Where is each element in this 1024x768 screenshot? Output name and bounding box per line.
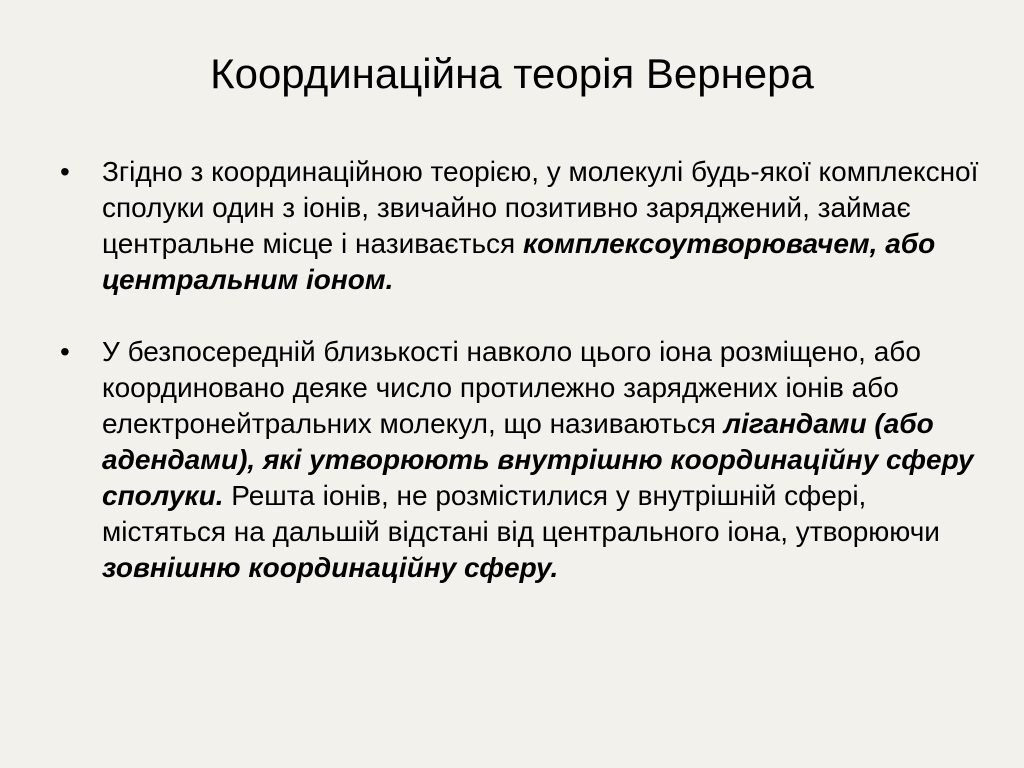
bullet-2-emphasis-2: зовнішню координаційну сферу. xyxy=(102,552,559,583)
slide-content xyxy=(60,154,990,586)
bullet-1-emphasis: комплексоутворювачем, або центральним іоном. xyxy=(102,228,936,295)
bullet-2-text-1: У безпосередній близькості навколо цього іона розміщено, або координовано деяке число протилежно заряджених іонів або електронейтральних молекул, що називаються xyxy=(102,336,921,439)
bullet-item-2 xyxy=(60,334,990,586)
bullet-marker: • xyxy=(60,336,70,367)
slide-title: Координаційна теорія Вернера xyxy=(210,50,814,97)
bullet-2-text-2: Решта іонів, не розмістилися у внутрішній сфері, містяться на дальшій відстані від центрального іона, утворюючи xyxy=(102,480,940,547)
bullet-item-1 xyxy=(60,154,990,298)
bullet-marker: • xyxy=(60,156,70,187)
bullet-2-emphasis-1: лігандами (або адендами), які утворюють внутрішню координаційну сферу сполуки. xyxy=(102,408,974,511)
bullet-1-text: Згідно з координаційною теорією, у молекулі будь-якої комплексної сполуки один з іонів, звичайно позитивно заряджений, займає центральне місце і називається xyxy=(102,156,979,259)
